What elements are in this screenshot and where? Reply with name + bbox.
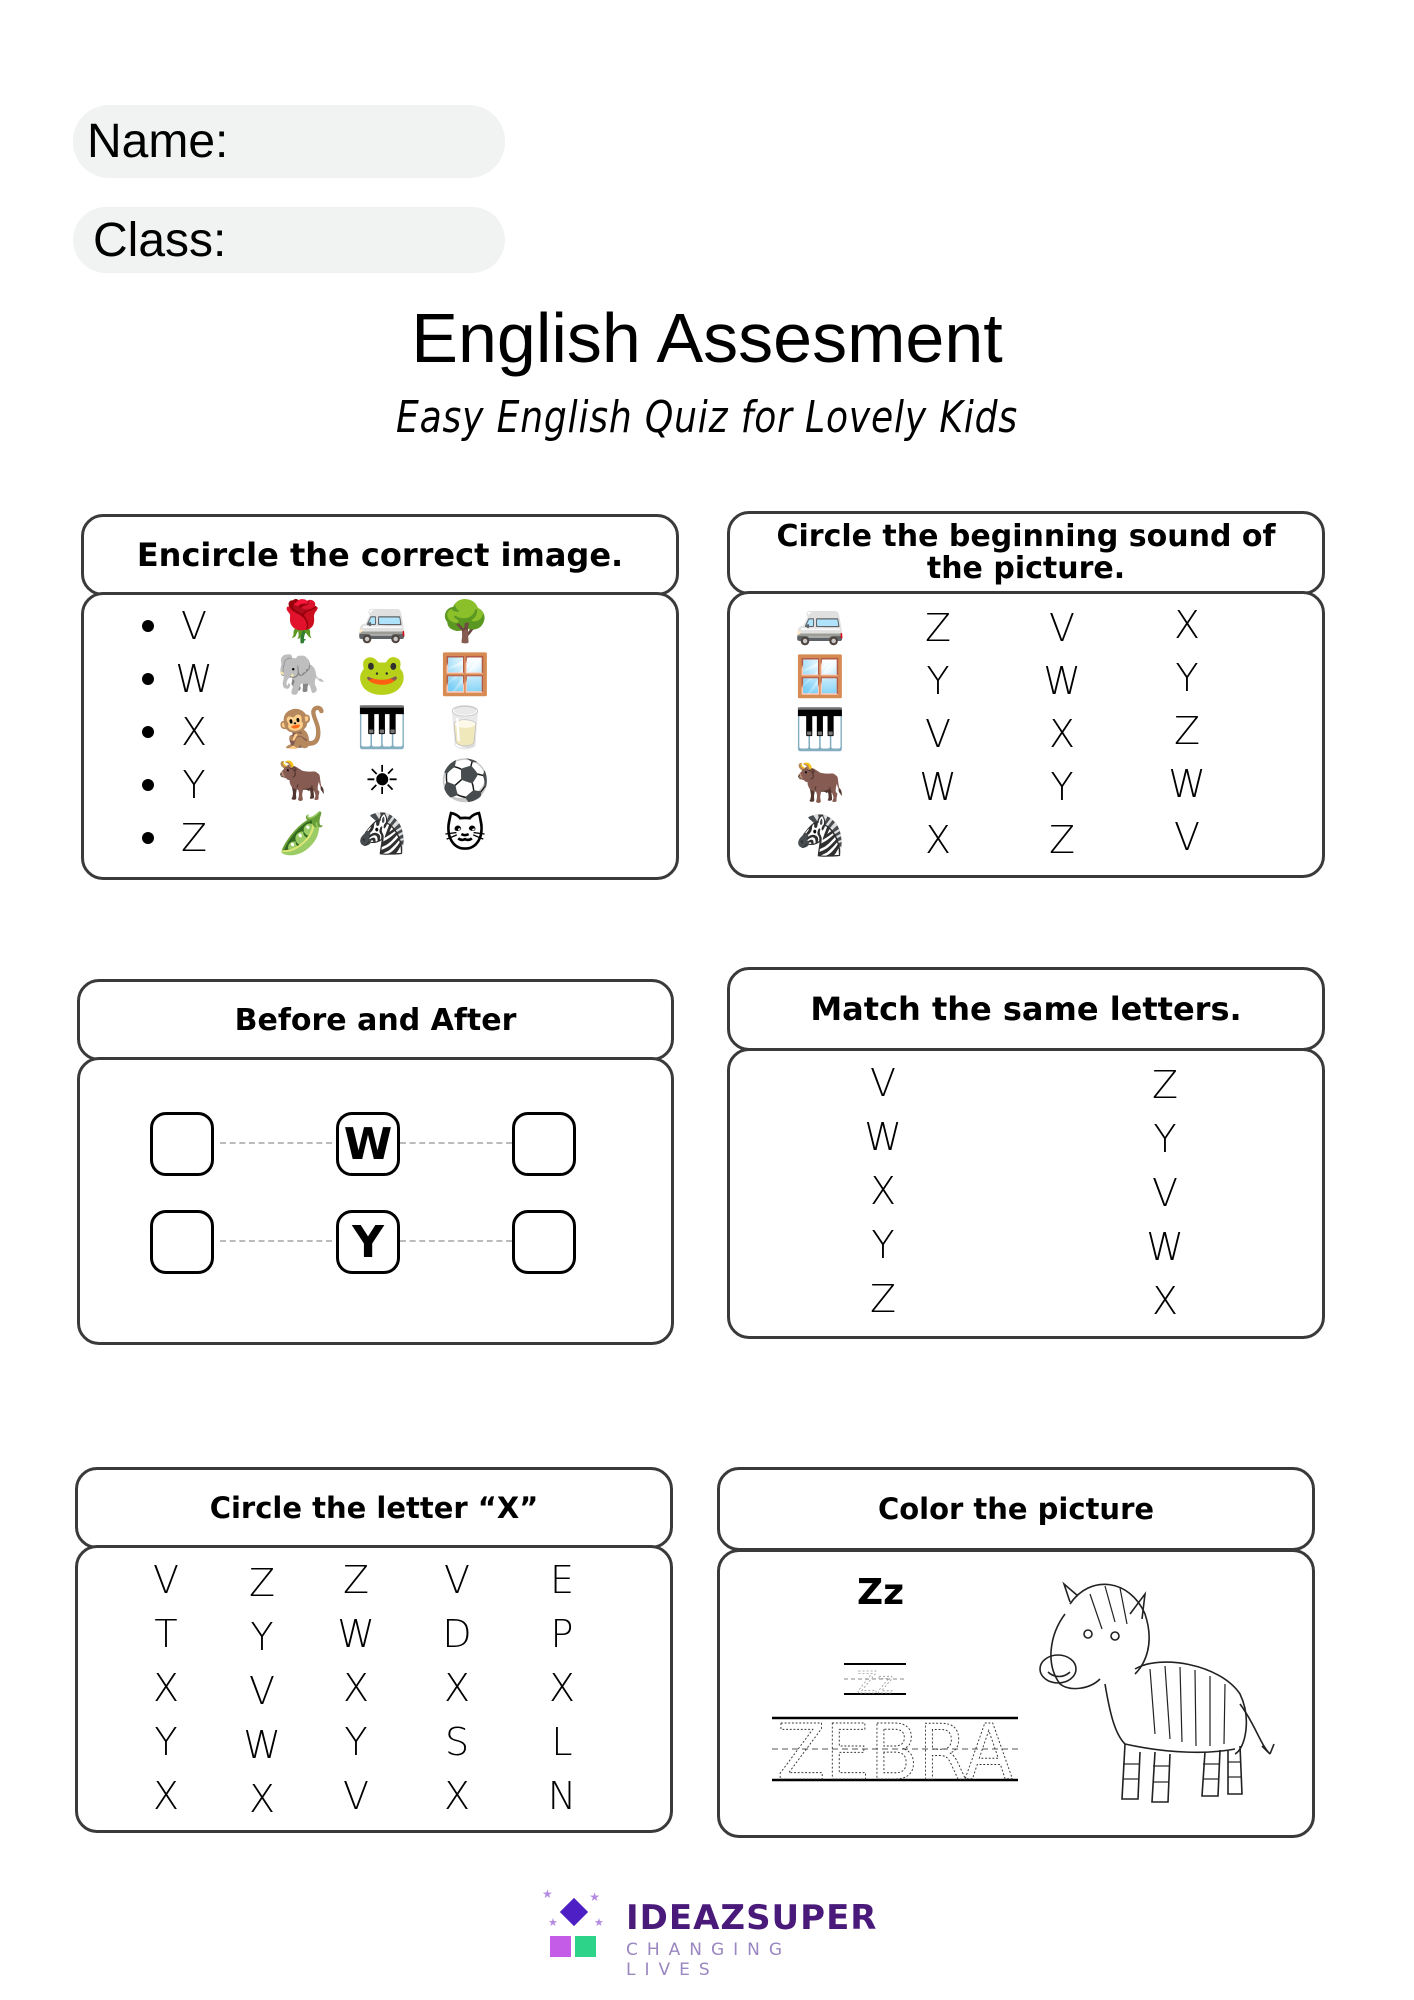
circle-x-title: Circle the letter “X”	[209, 1491, 539, 1525]
match-right-letter[interactable]: Z	[1151, 1063, 1179, 1107]
grid-letter[interactable]: W	[337, 1612, 375, 1656]
grid-letter[interactable]: W	[243, 1723, 281, 1767]
beginning-sound-title: Circle the beginning sound of the picture.	[776, 519, 1276, 586]
sound-option[interactable]: V	[925, 712, 951, 756]
jug-picture-icon[interactable]: 🥛	[440, 705, 490, 751]
grid-letter[interactable]: P	[550, 1612, 574, 1656]
bullet	[142, 726, 154, 738]
match-right-letter[interactable]: W	[1146, 1225, 1184, 1269]
tree-picture-icon[interactable]: 🌳	[440, 599, 490, 645]
match-right-letter[interactable]: V	[1152, 1171, 1178, 1215]
before-box[interactable]	[150, 1112, 214, 1176]
svg-text:★: ★	[542, 1887, 553, 1901]
name-label: Name:	[87, 115, 229, 168]
logo-brand: IDEAZSUPER	[626, 1898, 878, 1938]
name-field[interactable]	[73, 105, 505, 178]
trace-word	[772, 1709, 1018, 1798]
encircle-section	[81, 514, 679, 880]
grid-letter[interactable]: E	[549, 1558, 575, 1602]
match-left-letter[interactable]: Y	[871, 1223, 895, 1267]
trace-small	[844, 1662, 906, 1701]
color-header	[717, 1467, 1315, 1551]
before-box[interactable]	[150, 1210, 214, 1274]
yak-picture-icon: 🐂	[795, 760, 845, 806]
xylophone-picture-icon[interactable]: 🎹	[357, 705, 407, 751]
elephant-picture-icon[interactable]: 🐘	[277, 652, 327, 698]
beginning-sound-section	[727, 511, 1325, 878]
grid-letter[interactable]: X	[152, 1666, 180, 1710]
match-left-letter[interactable]: W	[864, 1115, 902, 1159]
class-label: Class:	[93, 213, 227, 267]
encircle-title: Encircle the correct image.	[136, 536, 624, 574]
grid-letter[interactable]: S	[444, 1720, 470, 1764]
after-box[interactable]	[512, 1112, 576, 1176]
before-after-header	[77, 979, 674, 1061]
rose-picture-icon[interactable]: 🌹	[277, 599, 327, 645]
page-subtitle: Easy English Quiz for Lovely Kids	[395, 392, 1019, 443]
color-section	[717, 1467, 1315, 1838]
grid-letter[interactable]: Y	[250, 1615, 274, 1659]
grid-letter[interactable]: X	[443, 1666, 471, 1710]
svg-text:★: ★	[548, 1916, 558, 1929]
middle-letter-box: W	[336, 1112, 400, 1176]
grid-letter[interactable]: V	[249, 1669, 275, 1713]
row-letter: W	[175, 657, 213, 701]
match-section	[727, 967, 1325, 1339]
bullet	[142, 779, 154, 791]
color-title: Color the picture	[877, 1492, 1155, 1526]
after-box[interactable]	[512, 1210, 576, 1274]
row-letter: Y	[182, 763, 206, 807]
sound-option[interactable]: W	[919, 765, 957, 809]
circle-x-body	[75, 1545, 673, 1833]
row-letter: X	[180, 710, 208, 754]
sound-option[interactable]: Y	[1175, 656, 1199, 700]
bullet	[142, 620, 154, 632]
before-arrow	[220, 1142, 332, 1144]
row-letter: V	[181, 604, 207, 648]
letter-pair: Zz	[857, 1572, 905, 1613]
bullet	[142, 673, 154, 685]
grid-letter[interactable]: V	[444, 1558, 470, 1602]
circle-x-section	[75, 1467, 673, 1833]
before-after-body	[77, 1057, 674, 1345]
match-title: Match the same letters.	[810, 990, 1242, 1028]
zebra-picture-icon[interactable]: 🦓	[357, 811, 407, 857]
beginning-sound-header	[727, 511, 1325, 595]
svg-text:★: ★	[594, 1916, 604, 1929]
cat-picture-icon[interactable]: 🐱	[444, 811, 486, 857]
match-header	[727, 967, 1325, 1051]
before-after-title: Before and After	[234, 1002, 517, 1038]
sound-option[interactable]: X	[924, 818, 952, 862]
frog-picture-icon[interactable]: 🐸	[357, 652, 407, 698]
logo-tagline: CHANGING LIVES	[626, 1940, 792, 1980]
leaf-picture-icon[interactable]: 🫛	[277, 811, 327, 857]
window-picture-icon[interactable]: 🪟	[440, 652, 490, 698]
zebra-picture-icon: 🦓	[795, 813, 845, 859]
grid-letter[interactable]: D	[442, 1612, 472, 1656]
sound-option[interactable]: Y	[1050, 765, 1074, 809]
sound-option[interactable]: Y	[926, 659, 950, 703]
grid-letter[interactable]: N	[547, 1774, 577, 1818]
grid-letter[interactable]: Y	[344, 1720, 368, 1764]
window-picture-icon: 🪟	[795, 654, 845, 700]
grid-letter[interactable]: Z	[342, 1558, 370, 1602]
match-left-letter[interactable]: Z	[869, 1277, 897, 1321]
monkey-picture-icon[interactable]: 🐒	[277, 705, 327, 751]
match-left-letter[interactable]: X	[869, 1169, 897, 1213]
svg-text:★: ★	[589, 1890, 600, 1904]
match-left-letter[interactable]: V	[870, 1061, 896, 1105]
before-after-section	[77, 979, 674, 1345]
van-picture-icon[interactable]: 🚐	[357, 599, 407, 645]
before-arrow	[220, 1240, 332, 1242]
sound-option[interactable]: Z	[1173, 709, 1201, 753]
match-right-letter[interactable]: Y	[1153, 1117, 1177, 1161]
sound-option[interactable]: X	[1048, 712, 1076, 756]
xylophone-picture-icon: 🎹	[795, 707, 845, 753]
grid-letter[interactable]: Z	[248, 1561, 276, 1605]
after-arrow	[400, 1240, 512, 1242]
grid-letter[interactable]: X	[342, 1666, 370, 1710]
encircle-header	[81, 514, 679, 596]
sound-option[interactable]: Z	[1048, 818, 1076, 862]
van-picture-icon: 🚐	[795, 601, 845, 647]
brand-logo	[522, 1886, 882, 1980]
class-field[interactable]	[73, 207, 505, 273]
grid-letter[interactable]: X	[443, 1774, 471, 1818]
sound-option[interactable]: V	[1049, 606, 1075, 650]
grid-letter[interactable]: L	[551, 1720, 573, 1764]
sun-picture-icon[interactable]: ☀	[364, 758, 400, 804]
grid-letter[interactable]: Y	[154, 1720, 178, 1764]
sound-option[interactable]: Z	[924, 606, 952, 650]
grid-letter[interactable]: V	[343, 1774, 369, 1818]
middle-letter-box: Y	[336, 1210, 400, 1274]
row-letter: Z	[180, 816, 208, 860]
grid-letter[interactable]: X	[248, 1777, 276, 1821]
after-arrow	[400, 1142, 512, 1144]
match-body	[727, 1048, 1325, 1339]
grid-letter[interactable]: X	[152, 1774, 180, 1818]
circle-x-header	[75, 1467, 673, 1549]
grid-letter[interactable]: V	[153, 1558, 179, 1602]
page-title: English Assesment	[411, 299, 1003, 377]
sound-option[interactable]: W	[1043, 659, 1081, 703]
ball-picture-icon[interactable]: ⚽	[440, 758, 490, 804]
grid-letter[interactable]: T	[154, 1612, 178, 1656]
sound-option[interactable]: W	[1168, 762, 1206, 806]
sound-option[interactable]: X	[1173, 603, 1201, 647]
sound-option[interactable]: V	[1174, 815, 1200, 859]
yak-picture-icon[interactable]: 🐂	[277, 758, 327, 804]
beginning-sound-body	[727, 591, 1325, 878]
match-right-letter[interactable]: X	[1151, 1279, 1179, 1323]
bullet	[142, 832, 154, 844]
trace-small-text: Zz	[856, 1666, 894, 1701]
trace-word-text: ZEBRA	[777, 1709, 1014, 1798]
grid-letter[interactable]: X	[548, 1666, 576, 1710]
logo-mark-icon	[522, 1886, 602, 1958]
color-body	[717, 1549, 1315, 1838]
encircle-body	[81, 592, 679, 880]
zebra-outline-icon	[1030, 1574, 1280, 1814]
